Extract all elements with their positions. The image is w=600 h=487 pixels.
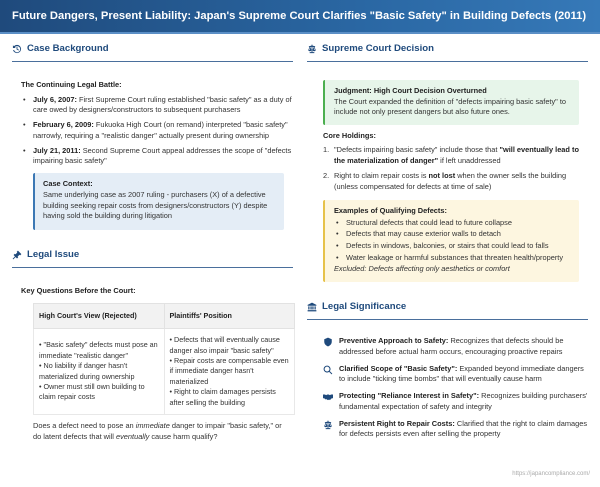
table-cell: • "Basic safety" defects must pose an immediate "realistic danger" • No liability if danger hasn't materialized during ownership • Owner must still own building to claim repair costs <box>34 329 165 415</box>
positions-table <box>33 303 295 416</box>
significance-list <box>323 336 588 440</box>
list-item: • Structural defects that could lead to future collapse <box>334 218 570 229</box>
section-title: Legal Significance <box>322 301 407 313</box>
scales-icon <box>307 44 317 54</box>
table-cell: • Defects that will eventually cause danger also impair "basic safety" • Repair costs are compensable even if immediate danger hasn't materialized • Right to claim damages persists after selling the building <box>164 329 295 415</box>
gavel-icon <box>12 250 22 260</box>
examples-title: Examples of Qualifying Defects: <box>334 205 447 215</box>
legal-issue-heading <box>12 248 293 268</box>
list-item: 2. Right to claim repair costs is not lost when the owner sells the building (unless compensated for defects at time of sale) <box>323 171 567 192</box>
decision-heading <box>307 42 588 62</box>
case-background-heading <box>12 42 293 62</box>
key-question: Does a defect need to pose an immediate danger to impair "basic safety," or do latent defects that will eventually cause harm qualify? <box>33 421 282 441</box>
search-icon <box>323 365 333 375</box>
list-item: Preventive Approach to Safety: Recognizes that defects should be addressed before actual harm occurs, encouraging proactive repairs <box>323 336 588 357</box>
subtitle: Core Holdings: <box>323 131 376 141</box>
list-item: Protecting "Reliance Interest in Safety": Recognizes building purchasers' fundamental expectation of safety and integrity <box>323 391 588 412</box>
table-header: High Court's View (Rejected) <box>34 303 165 328</box>
handshake-icon <box>323 392 333 402</box>
list-item: • July 6, 2007: First Supreme Court ruling established "basic safety" as a duty of care owed by designers/constructors to subsequent purchasers <box>21 95 293 116</box>
page-header <box>0 0 600 34</box>
timeline-list <box>21 95 293 167</box>
list-item: Clarified Scope of "Basic Safety": Expanded beyond immediate dangers to include "ticking time bombs" that will eventually cause harm <box>323 364 588 385</box>
right-column <box>307 34 588 446</box>
case-context-box <box>33 173 284 230</box>
scales-icon <box>323 420 333 430</box>
list-item: • Water leakage or harmful substances that threaten health/property <box>334 253 570 264</box>
table-row <box>34 329 295 415</box>
shield-icon <box>323 337 333 347</box>
section-title: Case Background <box>27 43 109 54</box>
subtitle: Key Questions Before the Court: <box>21 285 136 295</box>
left-column <box>12 34 293 446</box>
excluded-note: Excluded: Defects affecting only aesthetics or comfort <box>334 264 510 274</box>
holdings-list <box>323 145 588 193</box>
list-item: 1. "Defects impairing basic safety" include those that "will eventually lead to the materialization of danger" if left unaddressed <box>323 144 579 165</box>
table-header: Plaintiffs' Position <box>164 303 295 328</box>
source-url: https://japancompliance.com/ <box>512 471 590 478</box>
judgment-title: Judgment: High Court Decision Overturned <box>334 85 487 95</box>
list-item: Persistent Right to Repair Costs: Clarified that the right to claim damages for defects persists even after selling the property <box>323 419 588 440</box>
examples-list <box>334 218 570 264</box>
landmark-icon <box>307 302 317 312</box>
list-item: • July 21, 2011: Second Supreme Court appeal addresses the scope of "defects impairing basic safety" <box>21 146 293 167</box>
significance-heading <box>307 300 588 320</box>
judgment-box <box>323 80 579 125</box>
list-item: • February 6, 2009: Fukuoka High Court (on remand) interpreted "basic safety" narrowly, requiring a "realistic danger" actually present during ownership <box>21 120 293 141</box>
section-title: Legal Issue <box>27 248 80 260</box>
judgment-text: The Court expanded the definition of "defects impairing basic safety" to include not only present dangers but also future ones. <box>334 96 567 117</box>
list-item: • Defects in windows, balconies, or stairs that could lead to falls <box>334 241 570 252</box>
list-item: • Defects that may cause exterior walls to detach <box>334 229 570 240</box>
page-title: Future Dangers, Present Liability: Japan's Supreme Court Clarifies "Basic Safety" in Building Defects (2011) <box>12 9 587 22</box>
examples-box <box>323 200 579 282</box>
case-context-text: Same underlying case as 2007 ruling - purchasers (X) of a defective building seeking repair costs from designers/constructors (Y) despite having sold the building during litigation <box>43 189 268 221</box>
case-context-title: Case Context: <box>43 179 93 189</box>
subtitle: The Continuing Legal Battle: <box>21 79 122 89</box>
history-icon <box>12 44 22 54</box>
section-title: Supreme Court Decision <box>322 43 434 54</box>
